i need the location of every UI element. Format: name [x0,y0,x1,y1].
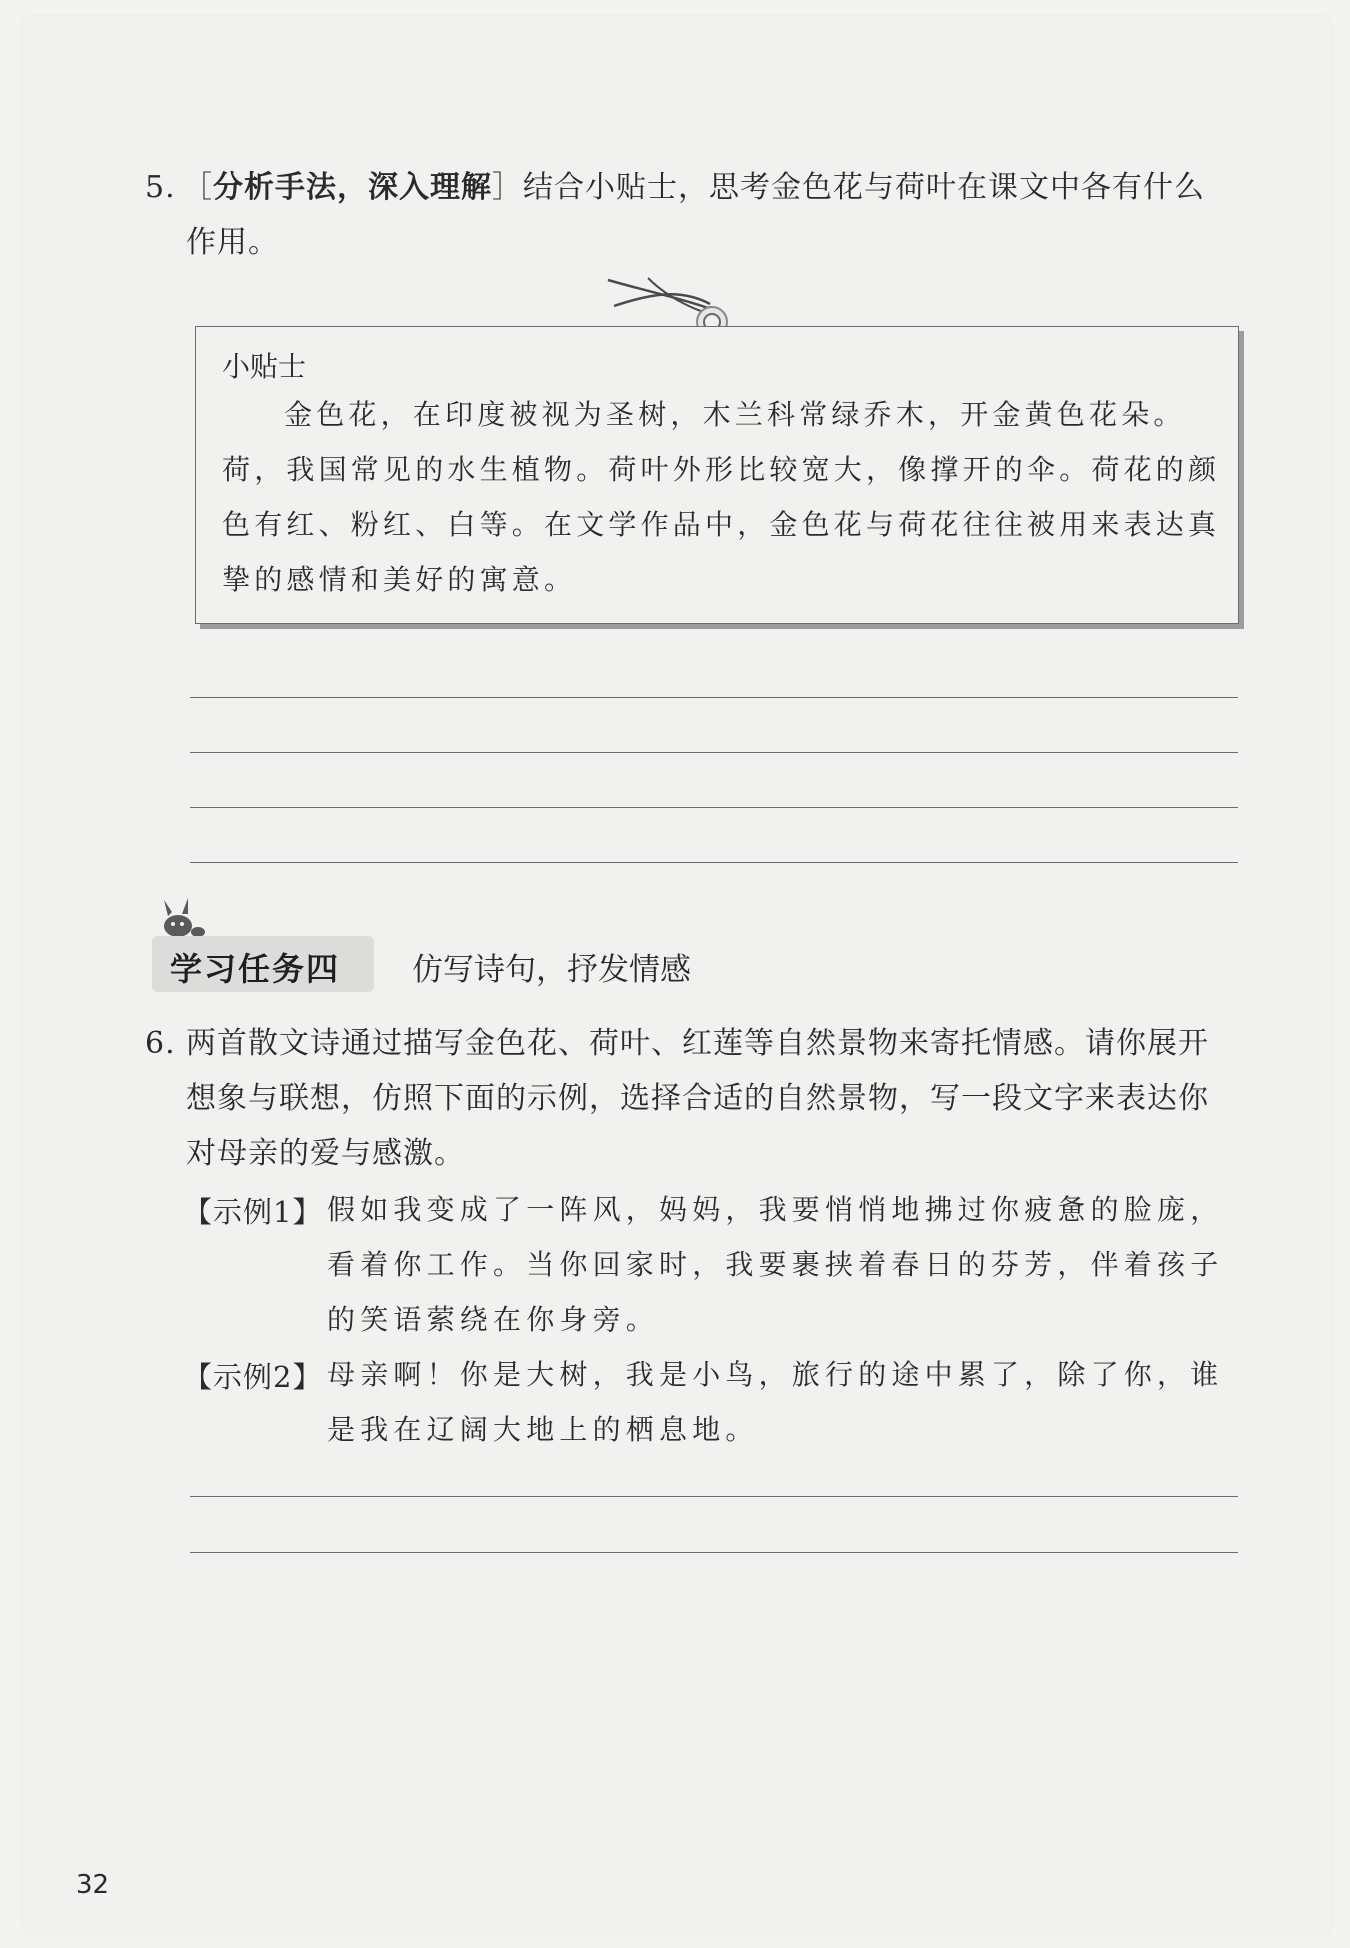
tip-paragraph-1: 金色花，在印度被视为圣树，木兰科常绿乔木，开金黄色花朵。 [284,398,1186,431]
tip-title: 小贴士 [222,350,307,383]
answer-line[interactable] [190,752,1238,753]
example-1-tag: 【示例1】 [183,1195,323,1229]
question-6-line-1: 两首散文诗通过描写金色花、荷叶、红莲等自然景物来寄托情感。请你展开 [186,1026,1209,1061]
page-number: 32 [76,1870,110,1900]
example-2-tag: 【示例2】 [183,1360,323,1394]
question-5-prompt: 结合小贴士，思考金色花与荷叶在课文中各有什么 [523,170,1205,205]
answer-line[interactable] [190,807,1238,808]
example-1-text: 假如我变成了一阵风，妈妈，我要悄悄地拂过你疲惫的脸庞，看着你工作。当你回家时，我要裹挟着春日的芬芳，伴着孩子的笑语萦绕在你身旁。 [327,1193,1224,1336]
question-6-line-3: 对母亲的爱与感激。 [186,1136,465,1171]
task-badge [152,936,374,992]
tip-paragraph-2: 荷，我国常见的水生植物。荷叶外形比较宽大，像撑开的伞。荷花的颜色有红、粉红、白等。在文学作品中，金色花与荷花往往被用来表达真挚的感情和美好的寓意。 [222,453,1221,596]
answer-line[interactable] [190,1496,1238,1497]
question-6-number: 6. [145,1026,176,1061]
tip-body [222,387,1222,607]
answer-line[interactable] [190,697,1238,698]
bracket-close: ］ [492,170,523,205]
question-5-tag: 分析手法，深入理解 [213,170,492,205]
answer-line[interactable] [190,1552,1238,1553]
answer-line[interactable] [190,862,1238,863]
question-5-number: 5. [145,170,176,205]
question-5-line-2: 作用。 [186,225,279,260]
task-label: 学习任务四 [170,950,341,988]
question-6-line-2: 想象与联想，仿照下面的示例，选择合适的自然景物，写一段文字来表达你 [186,1081,1209,1116]
bracket-open: ［ [182,170,213,205]
rabbit-mascot-icon [158,896,208,938]
question-5-line-1 [182,160,1242,215]
task-title: 仿写诗句，抒发情感 [412,952,691,988]
example-2-text: 母亲啊！你是大树，我是小鸟，旅行的途中累了，除了你，谁是我在辽阔大地上的栖息地。 [327,1358,1224,1446]
tip-card [195,326,1239,624]
